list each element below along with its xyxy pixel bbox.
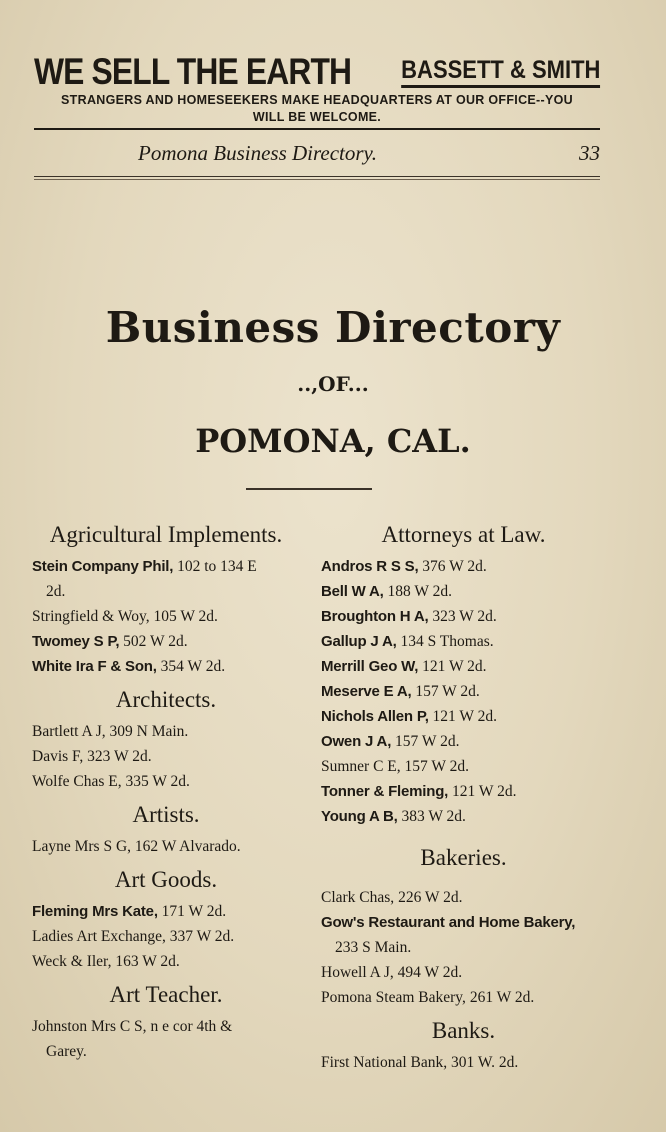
directory-entry: [321, 885, 606, 910]
advertisement-banner: [34, 52, 600, 92]
directory-entry: [321, 654, 606, 679]
ad-tagline-line-1: STRANGERS AND HOMESEEKERS MAKE HEADQUARTERS AT OUR OFFICE--YOU: [61, 93, 573, 107]
entry-address: 309 N Main.: [109, 723, 189, 740]
entry-name: Stein Company Phil,: [32, 558, 174, 575]
right-column: [321, 518, 606, 1075]
entry-address: 157 W 2d.: [395, 733, 460, 750]
directory-entry: [321, 754, 606, 779]
entry-name: White Ira F & Son,: [32, 658, 157, 675]
entry-address: 301 W. 2d.: [451, 1054, 519, 1071]
entry-address: 121 W 2d.: [432, 708, 497, 725]
directory-entry: [32, 924, 300, 949]
directory-entry: [321, 679, 606, 704]
entry-name: Twomey S P,: [32, 633, 120, 650]
entry-name: Ladies Art Exchange,: [32, 928, 166, 945]
title-divider: [246, 488, 372, 490]
ad-tagline: [34, 92, 600, 126]
entry-address-continued: 2d.: [46, 583, 66, 600]
entry-name: Bell W A,: [321, 583, 384, 600]
running-title: Pomona Business Directory.: [138, 141, 377, 165]
entry-address: 323 W 2d.: [432, 608, 497, 625]
entry-address: 376 W 2d.: [422, 558, 487, 575]
entry-name: First National Bank,: [321, 1054, 448, 1071]
page-title: Business Directory: [105, 303, 561, 352]
running-header: [34, 138, 600, 168]
title-city: POMONA, CAL.: [195, 422, 471, 460]
ad-company-name: BASSETT & SMITH: [401, 56, 600, 88]
directory-entry: [32, 899, 300, 924]
entry-name: Clark Chas,: [321, 889, 395, 906]
directory-entry: [32, 629, 300, 654]
entry-address-continued: Garey.: [46, 1043, 87, 1060]
entry-name: Bartlett A J,: [32, 723, 106, 740]
entry-name: Howell A J,: [321, 964, 394, 981]
directory-entry: [321, 910, 606, 960]
category-heading: Artists.: [132, 802, 200, 827]
entry-address: 171 W 2d.: [161, 903, 227, 920]
entry-name: Gow's Restaurant and Home Bakery,: [321, 914, 576, 931]
entry-address-continued: 233 S Main.: [335, 939, 412, 956]
entry-name: Broughton H A,: [321, 608, 429, 625]
entry-name: Merrill Geo W,: [321, 658, 419, 675]
directory-entry: [32, 554, 300, 604]
entry-name: Weck & Iler,: [32, 953, 112, 970]
directory-entry: [32, 949, 300, 974]
ad-tagline-line-2: WILL BE WELCOME.: [252, 110, 382, 124]
entry-address: 163 W 2d.: [115, 953, 180, 970]
entry-name: Meserve E A,: [321, 683, 412, 700]
entry-name: Fleming Mrs Kate,: [32, 903, 158, 920]
running-header-rule: [34, 176, 600, 177]
category-heading: Architects.: [115, 687, 217, 712]
entry-address: 105 W 2d.: [153, 608, 218, 625]
directory-entry: [321, 729, 606, 754]
directory-entry: [32, 769, 300, 794]
directory-entry: [321, 1050, 606, 1075]
entry-address: 121 W 2d.: [452, 783, 517, 800]
entry-address: n e cor 4th &: [150, 1018, 233, 1035]
ad-slogan: WE SELL THE EARTH: [34, 51, 352, 92]
entry-address: 157 W 2d.: [415, 683, 480, 700]
entry-address: 226 W 2d.: [398, 889, 463, 906]
directory-entry: [32, 654, 300, 679]
category-heading: Art Teacher.: [109, 982, 223, 1007]
entry-name: Owen J A,: [321, 733, 392, 750]
entry-address: 188 W 2d.: [387, 583, 452, 600]
directory-entry: [321, 629, 606, 654]
entry-address: 337 W 2d.: [169, 928, 235, 945]
entry-name: Andros R S S,: [321, 558, 419, 575]
header-rule: [34, 128, 600, 130]
directory-entry: [32, 744, 300, 769]
entry-address: 323 W 2d.: [87, 748, 152, 765]
directory-entry: [321, 779, 606, 804]
entry-address: 157 W 2d.: [404, 758, 469, 775]
directory-entry: [321, 985, 606, 1010]
entry-name: Tonner & Fleming,: [321, 783, 449, 800]
directory-entry: [321, 804, 606, 829]
running-header-rule-2: [34, 179, 600, 180]
directory-entry: [321, 554, 606, 579]
entry-name: Young A B,: [321, 808, 398, 825]
entry-address: 494 W 2d.: [397, 964, 463, 981]
entry-address: 502 W 2d.: [123, 633, 188, 650]
entry-name: Davis F,: [32, 748, 84, 765]
category-heading: Art Goods.: [114, 867, 218, 892]
category-heading: Attorneys at Law.: [381, 522, 546, 547]
spacer: [321, 877, 606, 885]
entry-name: Stringfield & Woy,: [32, 608, 150, 625]
entry-name: Sumner C E,: [321, 758, 401, 775]
title-of: ..,OF...: [297, 372, 369, 396]
directory-entry: [32, 834, 300, 859]
entry-name: Gallup J A,: [321, 633, 397, 650]
directory-entry: [321, 579, 606, 604]
entry-address: 102 to 134 E: [177, 558, 257, 575]
page-number: 33: [579, 141, 600, 165]
category-heading: Bakeries.: [420, 845, 507, 870]
directory-entry: [32, 1014, 300, 1064]
category-heading: Banks.: [431, 1018, 496, 1043]
entry-address: 134 S Thomas.: [400, 633, 494, 650]
directory-entry: [32, 719, 300, 744]
left-column: [32, 518, 300, 1064]
entry-name: Layne Mrs S G,: [32, 838, 132, 855]
entry-address: 335 W 2d.: [125, 773, 190, 790]
directory-entry: [321, 604, 606, 629]
entry-name: Wolfe Chas E,: [32, 773, 122, 790]
entry-name: Nichols Allen P,: [321, 708, 429, 725]
entry-address: 261 W 2d.: [469, 989, 535, 1006]
entry-address: 354 W 2d.: [160, 658, 226, 675]
directory-entry: [32, 604, 300, 629]
entry-name: Johnston Mrs C S,: [32, 1018, 147, 1035]
entry-address: 162 W Alvarado.: [134, 838, 241, 855]
entry-address: 383 W 2d.: [401, 808, 466, 825]
entry-address: 121 W 2d.: [422, 658, 487, 675]
category-heading: Agricultural Implements.: [49, 522, 283, 547]
directory-entry: [321, 960, 606, 985]
entry-name: Pomona Steam Bakery,: [321, 989, 466, 1006]
directory-entry: [321, 704, 606, 729]
